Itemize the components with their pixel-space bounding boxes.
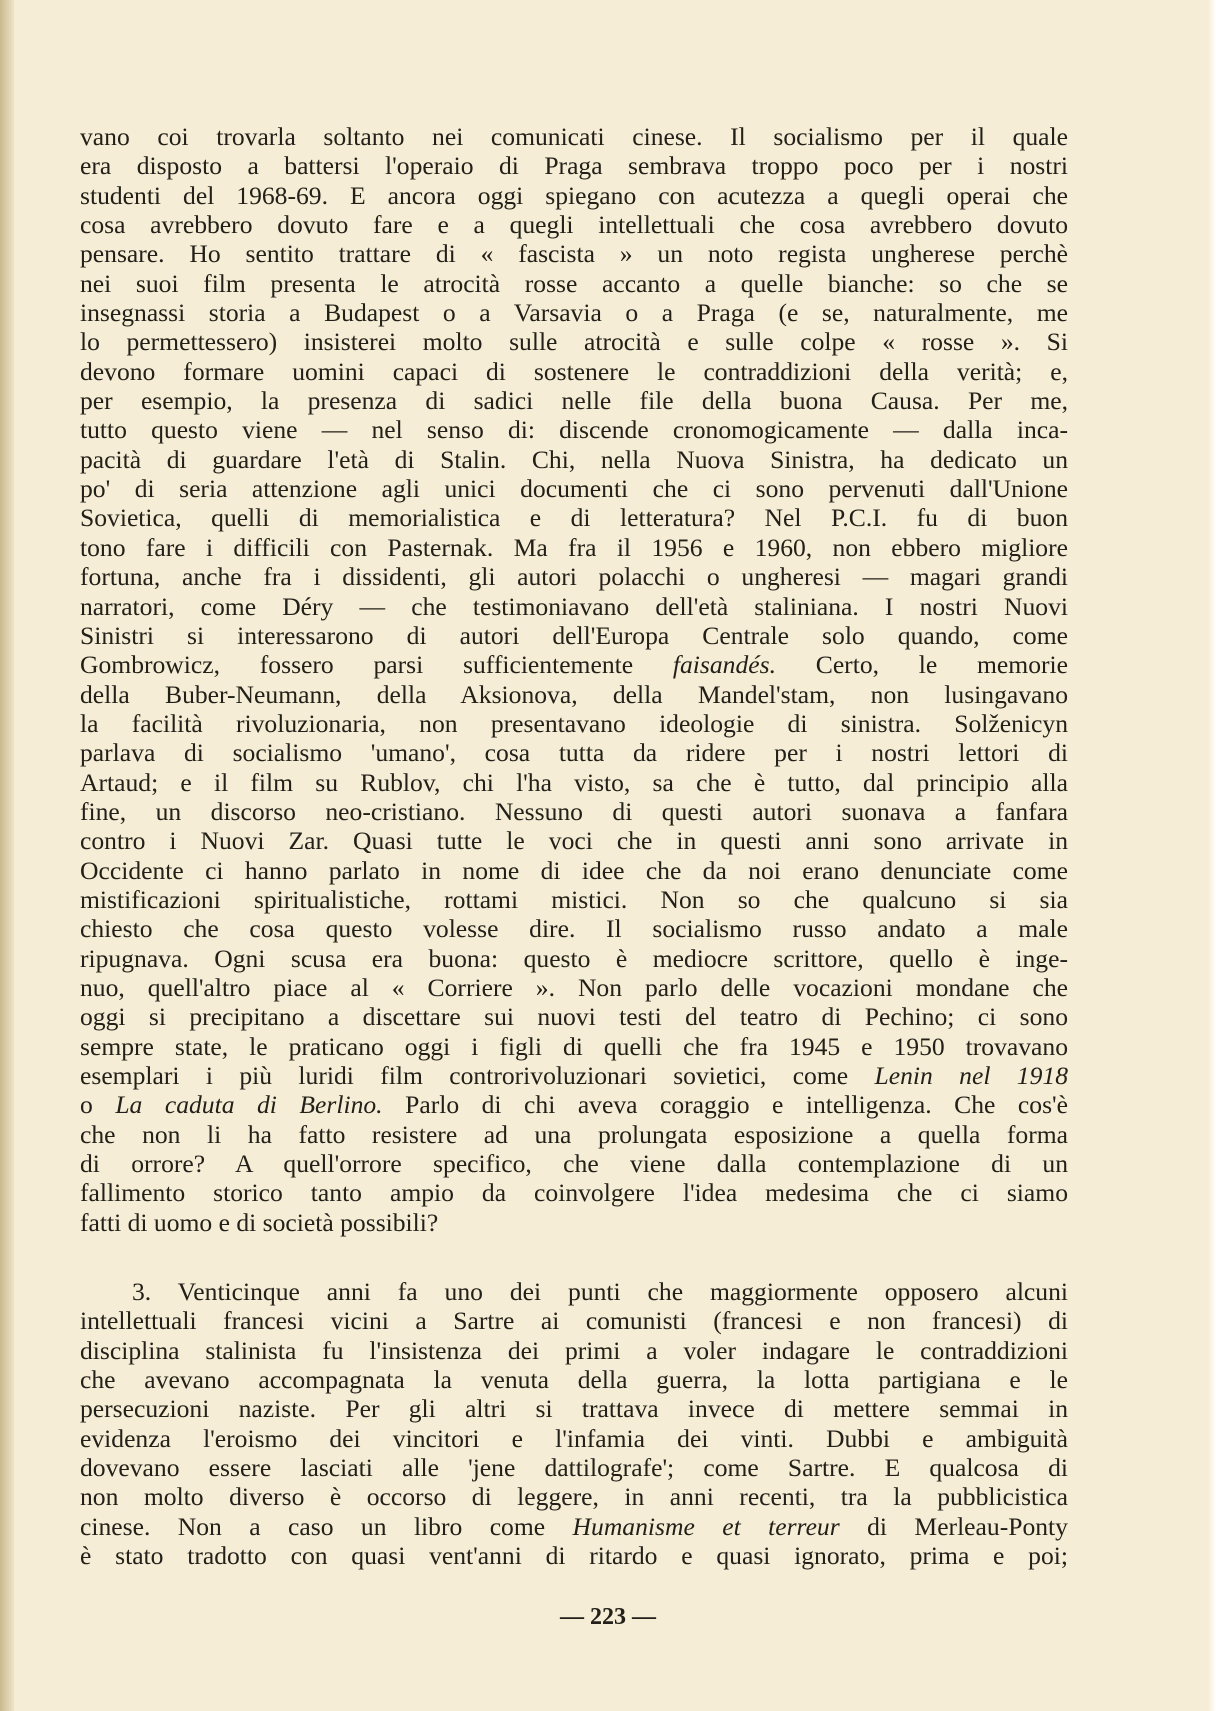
text-line: era disposto a battersi l'operaio di Praga sembrava troppo poco per i nostri (80, 151, 1068, 181)
italic-title: Humanisme et terreur (572, 1511, 840, 1541)
page-edge-highlight (1208, 0, 1216, 1711)
text-line: la facilità rivoluzionaria, non presentavano ideologie di sinistra. Solženicyn (80, 708, 1068, 738)
text-line (80, 650, 1068, 679)
paragraph-1 (80, 122, 1068, 1237)
text-line: vano coi trovarla soltanto nei comunicati cinese. Il socialismo per il quale (80, 122, 1068, 151)
text-line: lo permettessero) insisterei molto sulle atrocità e sulle colpe « rosse ». Si (80, 327, 1068, 357)
text-line: sempre state, le praticano oggi i figli di quelli che fra 1945 e 1950 trovavano (80, 1031, 1068, 1061)
italic-title: Lenin nel 1918 (874, 1061, 1068, 1090)
text-line: devono formare uomini capaci di sostenere le contraddizioni della verità; e, (80, 356, 1068, 386)
text-run: esemplari i più luridi film controrivoluzionari sovietici, come (80, 1061, 849, 1090)
text-line: che avevano accompagnata la venuta della guerra, la lotta partigiana e le (80, 1365, 1068, 1395)
text-line: oggi si precipitano a discettare sui nuovi testi del teatro di Pechino; ci sono (80, 1002, 1068, 1032)
text-run: o (80, 1090, 93, 1120)
text-line: cosa avrebbero dovuto fare e a quegli intellettuali che cosa avrebbero dovuto (80, 210, 1068, 240)
text-run: Certo, le memorie (815, 650, 1068, 680)
text-line: nei suoi film presenta le atrocità rosse accanto a quelle bianche: so che se (80, 268, 1068, 298)
text-line: 3. Venticinque anni fa uno dei punti che maggiormente opposero alcuni (132, 1277, 1068, 1306)
text-line (80, 1512, 1068, 1541)
text-line: ripugnava. Ogni scusa era buona: questo è mediocre scrittore, quello è inge- (80, 943, 1068, 973)
text-run: Parlo di chi aveva coraggio e intelligenza. Che cos'è (405, 1090, 1069, 1120)
text-line: tono fare i difficili con Pasternak. Ma fra il 1956 e 1960, non ebbero migliore (80, 532, 1068, 562)
text-line: fine, un discorso neo-cristiano. Nessuno di questi autori suonava a fanfara (80, 796, 1068, 826)
text-line: Sinistri si interessarono di autori dell'Europa Centrale solo quando, come (80, 620, 1068, 650)
text-line (80, 1090, 1068, 1119)
text-line: fallimento storico tanto ampio da coinvolgere l'idea medesima che ci siamo (80, 1178, 1068, 1208)
text-line: è stato tradotto con quasi vent'anni di ritardo e quasi ignorato, prima e poi; (80, 1541, 1068, 1571)
text-run: cinese. Non a caso un libro come (80, 1511, 546, 1541)
text-line: evidenza l'eroismo dei vincitori e l'infamia dei vinti. Dubbi e ambiguità (80, 1423, 1068, 1453)
text-line: che non li ha fatto resistere ad una prolungata esposizione a quella forma (80, 1119, 1068, 1149)
page-number: — 223 — (560, 1604, 656, 1630)
text-line: parlava di socialismo 'umano', cosa tutta da ridere per i nostri lettori di (80, 738, 1068, 768)
page-edge-shadow (0, 0, 14, 1711)
text-line: narratori, come Déry — che testimoniavano dell'età staliniana. I nostri Nuovi (80, 591, 1068, 621)
paragraph-2 (80, 1277, 1068, 1570)
text-line: disciplina stalinista fu l'insistenza dei primi a voler indagare le contraddizioni (80, 1335, 1068, 1365)
text-line: Artaud; e il film su Rublov, chi l'ha visto, sa che è tutto, dal principio alla (80, 767, 1068, 797)
text-line: studenti del 1968-69. E ancora oggi spiegano con acutezza a quegli operai che (80, 180, 1068, 210)
text-line: persecuzioni naziste. Per gli altri si trattava invece di mettere semmai in (80, 1394, 1068, 1424)
text-line: mistificazioni spiritualistiche, rottami mistici. Non so che qualcuno si sia (80, 884, 1068, 914)
text-line: dovevano essere lasciati alle 'jene dattilografe'; come Sartre. E qualcosa di (80, 1453, 1068, 1483)
text-line: pensare. Ho sentito trattare di « fascista » un noto regista ungherese perchè (80, 239, 1068, 269)
text-line: di orrore? A quell'orrore specifico, che viene dalla contemplazione di un (80, 1149, 1068, 1179)
text-line (80, 1061, 1068, 1090)
text-run: di Merleau-Ponty (867, 1511, 1068, 1541)
text-line: intellettuali francesi vicini a Sartre ai comunisti (francesi e non francesi) di (80, 1306, 1068, 1336)
text-line: nuo, quell'altro piace al « Corriere ». Non parlo delle vocazioni mondane che (80, 972, 1068, 1002)
italic-title: faisandés. (672, 650, 776, 680)
text-run: Gombrowicz, fossero parsi sufficientemente (80, 650, 634, 680)
text-line: della Buber-Neumann, della Aksionova, della Mandel'stam, non lusingavano (80, 679, 1068, 709)
text-line: chiesto che cosa questo volesse dire. Il socialismo russo andato a male (80, 914, 1068, 944)
text-line: Occidente ci hanno parlato in nome di idee che da noi erano denunciate come (80, 855, 1068, 885)
text-line: insegnassi storia a Budapest o a Varsavia o a Praga (e se, naturalmente, me (80, 298, 1068, 328)
text-line: fortuna, anche fra i dissidenti, gli autori polacchi o ungheresi — magari grandi (80, 562, 1068, 592)
text-line: per esempio, la presenza di sadici nelle file della buona Causa. Per me, (80, 386, 1068, 416)
text-line: contro i Nuovi Zar. Quasi tutte le voci che in questi anni sono arrivate in (80, 826, 1068, 856)
italic-title: La caduta di Berlino. (115, 1090, 383, 1120)
text-line: po' di seria attenzione agli unici documenti che ci sono pervenuti dall'Unione (80, 474, 1068, 504)
text-line: non molto diverso è occorso di leggere, in anni recenti, tra la pubblicistica (80, 1482, 1068, 1512)
text-line: tutto questo viene — nel senso di: discende cronomogicamente — dalla inca- (80, 415, 1068, 445)
text-line: pacità di guardare l'età di Stalin. Chi, nella Nuova Sinistra, ha dedicato un (80, 444, 1068, 474)
text-line: Sovietica, quelli di memorialistica e di letteratura? Nel P.C.I. fu di buon (80, 503, 1068, 533)
text-line: fatti di uomo e di società possibili? (80, 1207, 439, 1237)
